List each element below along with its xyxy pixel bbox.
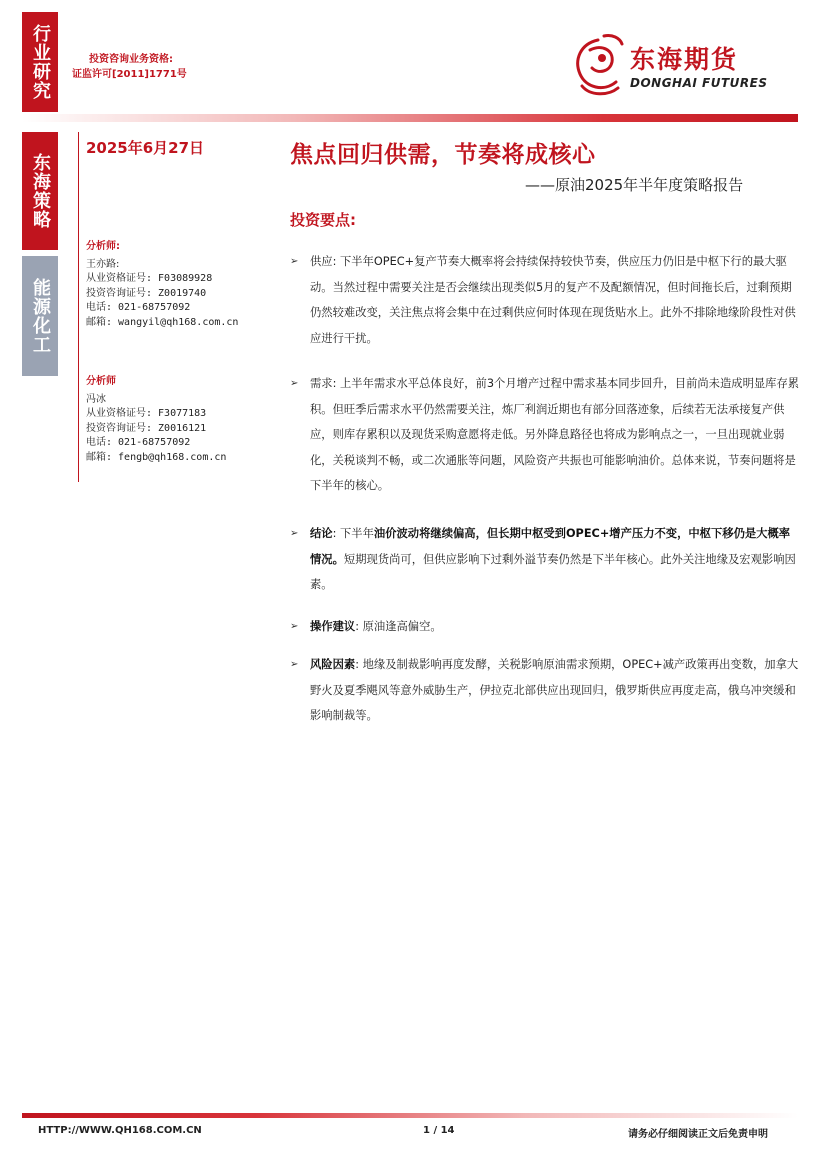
bullet-text [310,614,800,640]
arrow-bullet-icon: ➢ [290,256,299,267]
footer-disclaimer: 请务必仔细阅读正文后免责申明 [628,1129,768,1140]
analyst-cert: 从业资格证号: F3077183 [86,408,207,420]
logo-english: DONGHAI FUTURES [630,76,768,90]
bullet-risk [290,651,800,729]
sector-tag [22,256,58,376]
license-info [72,52,187,82]
analyst-phone: 电话: 021-68757092 [86,302,191,314]
license-line-2: 证监许可[2011]1771号 [72,69,187,80]
bullet-text: 需求: 上半年需求水平总体良好，前3个月增产过程中需求基本同步回升，目前尚未造成明显库存累积。但旺季后需求水平仍然需要关注，炼厂利润近期也有部分回落迹象，后续若无法承接复产供应，则库存累积以及现货采购意愿将走低。另外降息路径也将成为影响点之一，一旦出现就业弱化，关税谈判不畅，或二次通胀等问题，风险资产共振也可能影响油价。总体来说，节奏问题将是下半年的核心。 [310,377,800,492]
bullet-post: 短期现货尚可，但供应影响下过剩外溢节奏仍然是下半年核心。此外关注地缘及宏观影响因素。 [310,552,796,591]
report-title: 焦点回归供需，节奏将成核心 [290,142,596,168]
report-subtitle: ——原油2025年半年度策略报告 [525,176,744,194]
bullet-text: 供应: 下半年OPEC+复产节奏大概率将会持续保持较快节奏，供应压力仍旧是中枢下行的最大驱动。当然过程中需要关注是否会继续出现类似5月的复产不及配额情况，但时间拖长后，过剩预期仍然较难改变，关注焦点将会集中在过剩供应何时体现在现货贴水上。此外不排除地缘阶段性对供应进行干扰。 [310,255,796,345]
sidebar-divider [78,132,79,482]
strategy-tag-label: 东海策略 [30,153,51,229]
bullet-lead: 结论 [310,527,333,540]
analyst-block [86,375,226,466]
license-line-1: 投资咨询业务资格: [89,54,173,65]
logo-chinese: 东海期货 [630,45,739,74]
footer-divider [22,1113,798,1118]
analyst-block [86,240,238,331]
bullet-lead: 操作建议 [310,620,356,633]
analyst-title: 分析师: [86,241,120,252]
bullet-text [310,521,800,598]
analyst-name: 冯冰 [86,393,106,405]
category-tag [22,12,58,112]
section-heading: 投资要点: [290,211,356,229]
arrow-bullet-icon: ➢ [290,621,299,632]
header-divider [22,114,798,122]
arrow-bullet-icon: ➢ [290,378,299,389]
analyst-consult: 投资咨询证号: Z0019740 [86,287,207,299]
analyst-name: 王亦路: [86,258,120,270]
bullet-post: : 地缘及制裁影响再度发酵，关税影响原油需求预期，OPEC+减产政策再出变数，加拿大野火及夏季飓风等意外威胁生产，伊拉克北部供应出现回归，俄罗斯供应再度走高，俄乌冲突缓和影响制裁等。 [310,658,799,722]
bullet-conclusion [290,520,800,598]
bullet-text [310,652,800,729]
sector-tag-label: 能源化工 [30,278,51,354]
strategy-tag [22,132,58,250]
analyst-title: 分析师 [86,376,116,387]
bullet-post: : 原油逢高偏空。 [355,620,442,633]
arrow-bullet-icon: ➢ [290,659,299,670]
bullet-supply [290,248,800,351]
category-tag-label: 行业研究 [30,24,51,100]
analyst-phone: 电话: 021-68757092 [86,437,191,449]
report-date: 2025年6月27日 [86,139,205,157]
analyst-email: 邮箱: fengb@qh168.com.cn [86,451,227,463]
bullet-emphasis: 油价波动将继续偏高，但长期中枢受到OPEC+增产压力不变，中枢下移仍是大概率情况。 [310,527,791,566]
footer-url-link[interactable]: HTTP://WWW.QH168.COM.CN [38,1125,202,1136]
bullet-lead: 风险因素 [310,658,356,671]
analyst-cert: 从业资格证号: F03089928 [86,273,213,285]
bullet-pre: : 下半年 [332,527,374,540]
arrow-bullet-icon: ➢ [290,528,299,539]
page-number: 1 / 14 [423,1125,455,1136]
bullet-demand [290,370,800,499]
bullet-advice [290,613,800,640]
analyst-email: 邮箱: wangyil@qh168.com.cn [86,316,239,328]
analyst-consult: 投资咨询证号: Z0016121 [86,422,207,434]
